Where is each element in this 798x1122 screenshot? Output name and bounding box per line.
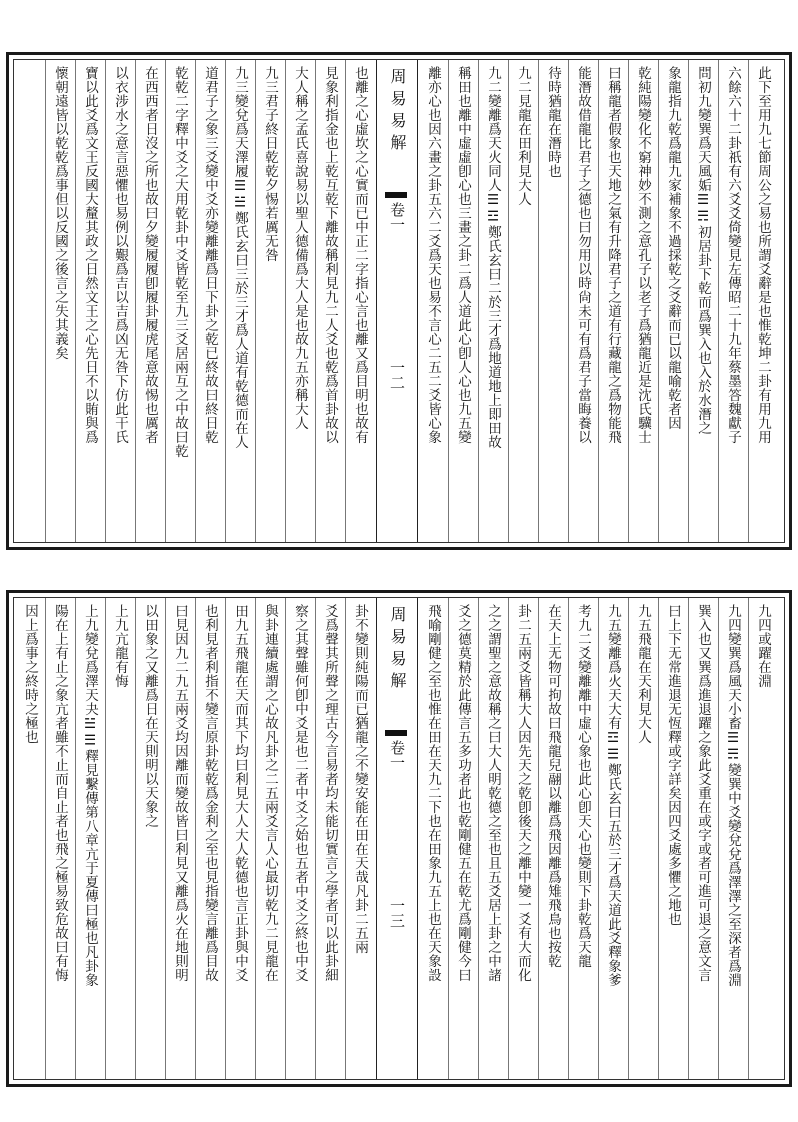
column-rule <box>225 60 226 542</box>
text-column: 九三變兌爲天澤履☰☱鄭氏玄曰三於三才爲人道有乾德而在人 <box>232 66 248 449</box>
text-column: 待時猶龍在潛時也 <box>545 66 561 178</box>
text-column: 道君子之象三爻變中爻亦變離離爲日下卦之乾已終故曰終日乾 <box>202 66 218 444</box>
page-top-frame <box>13 59 785 543</box>
text-column: 也離之心虛坎之心實而已中正二字指心言也離又爲目明也故有 <box>352 66 368 444</box>
text-column: 爻爲聲其所聲之理古今言易者均未能切實言之學者可以此卦細 <box>322 604 338 982</box>
column-rule <box>165 60 166 542</box>
column-rule <box>448 60 449 542</box>
text-column: 九四變巽爲風天小畜☰☴變巽中爻變兌兌爲澤澤之至深者爲淵 <box>725 604 741 987</box>
column-rule <box>538 598 539 1079</box>
text-column: 問初九變巽爲天風姤☰☴初居卦下乾而爲巽入也入於水潛之 <box>695 66 711 435</box>
column-rule <box>135 598 136 1079</box>
page-number: 一三 <box>388 898 406 928</box>
column-rule <box>568 60 569 542</box>
column-rule <box>195 598 196 1079</box>
text-column: 巽入也又巽爲進退躍之象此爻重在或字或者可進可退之意文言 <box>695 604 711 982</box>
column-rule <box>508 60 509 542</box>
column-rule <box>195 60 196 542</box>
column-rule <box>165 598 166 1079</box>
column-rule <box>105 598 106 1079</box>
volume-label: 卷一 <box>388 202 406 232</box>
column-rule <box>255 60 256 542</box>
column-rule <box>345 60 346 542</box>
text-column: 在天上无物可拘故曰飛龍兒翮以離爲飛因離爲雉飛鳥也按乾 <box>545 604 561 968</box>
page-bottom-frame <box>13 597 785 1080</box>
text-column: 能潛故借龍比君子之德也曰勿用以時尙未可有爲君子當晦養以 <box>575 66 591 444</box>
text-column: 乾乾二字釋中爻之大用乾卦中爻皆乾至九三爻居兩互之中故曰乾 <box>172 66 188 458</box>
text-column: 以田象之又離爲日在天則明以天象之 <box>142 604 158 828</box>
text-column: 田九五飛龍在天而其下均曰利見大人大人乾德也言正卦與中爻 <box>232 604 248 982</box>
column-rule <box>718 60 719 542</box>
column-rule <box>105 60 106 542</box>
text-column: 陽在上有止之象亢者雖不止而自止者也飛之極易致危故曰有悔 <box>52 604 68 982</box>
text-column: 因上爲事之終時之極也 <box>22 604 38 744</box>
text-column: 上九變兌爲澤天夬☱☰釋見繫傳第八章亢于夏傳曰極也凡卦象 <box>82 604 98 987</box>
column-rule <box>688 60 689 542</box>
page-top <box>6 52 792 550</box>
column-rule <box>568 598 569 1079</box>
text-column: 上九亢龍有悔 <box>112 604 128 688</box>
column-rule <box>255 598 256 1079</box>
text-column: 九五飛龍在天利見大人 <box>635 604 651 744</box>
column-rule <box>315 60 316 542</box>
text-column: 九二見龍在田利見大人 <box>515 66 531 206</box>
column-rule <box>598 60 599 542</box>
text-column: 見象利指金也上乾互乾下離故稱利見九二人爻也乾爲首卦故以 <box>322 66 338 444</box>
text-column: 乾純陽變化不窮神妙不測之意孔子以老子爲猶龍近是沈氏驥士 <box>635 66 651 444</box>
text-column: 九五變離爲火天大有☲☰鄭氏玄曰五於三才爲天道此爻釋象爹 <box>605 604 621 987</box>
column-rule <box>478 60 479 542</box>
column-rule <box>315 598 316 1079</box>
column-rule <box>75 598 76 1079</box>
text-column: 大人稱之孟氏喜說易以聖人德備爲大人是也故九五亦稱大人 <box>292 66 308 430</box>
column-rule <box>285 60 286 542</box>
column-rule <box>75 60 76 542</box>
text-column: 與卦連續處謂之心故凡卦之二五兩爻言人心最切乾九二見龍在 <box>262 604 278 982</box>
book-title: 周易易解 <box>388 68 407 156</box>
column-rule <box>285 598 286 1079</box>
text-column: 六餘六十二卦祇有六爻爻倚變見左傳昭二十九年蔡墨答魏獻子 <box>725 66 741 444</box>
fish-tail-mark <box>385 730 407 736</box>
text-column: 九四或躍在淵 <box>755 604 771 688</box>
text-column: 曰上下无常進退无恆釋或字詳矣因四爻處多懼之地也 <box>665 604 681 926</box>
text-column: 曰見因九二九五兩爻均因離而變故皆曰利見又離爲火在地則明 <box>172 604 188 982</box>
text-column: 卦不變則純陽而已猶龍之不變安能在田在天哉凡卦二五兩 <box>352 604 368 954</box>
column-rule <box>45 598 46 1079</box>
text-column: 以衣涉水之意言惡懼也易例以艱爲吉以吉爲凶无咎下仿此干氏 <box>112 66 128 444</box>
page-number: 一二 <box>388 360 406 390</box>
column-rule <box>658 60 659 542</box>
column-rule <box>628 598 629 1079</box>
center-fold <box>376 60 418 542</box>
column-rule <box>448 598 449 1079</box>
column-rule <box>538 60 539 542</box>
book-title: 周易易解 <box>388 606 407 694</box>
column-rule <box>478 598 479 1079</box>
text-column: 此下至用九七節周公之易也所謂爻辭是也惟乾坤二卦有用九用 <box>755 66 771 444</box>
text-column: 九二變離爲天火同人☰☲鄭氏玄曰二於三才爲地道地上即田故 <box>485 66 501 449</box>
column-rule <box>688 598 689 1079</box>
column-rule <box>748 598 749 1079</box>
fish-tail-mark <box>385 192 407 198</box>
text-column: 稱田也離中虛虛卽心也三畫之卦二爲人道此心卽人心也九五變 <box>455 66 471 444</box>
page-bottom <box>6 590 792 1087</box>
column-rule <box>225 598 226 1079</box>
column-rule <box>718 598 719 1079</box>
text-column: 之之謂聖之意故稱之曰大人明乾德之至也且五爻居上卦之中諸 <box>485 604 501 982</box>
text-column: 曰稱龍者假象也天地之氣有升降君子之道有行藏龍之爲物能飛 <box>605 66 621 444</box>
volume-label: 卷一 <box>388 740 406 770</box>
text-column: 卦二五兩爻皆稱大人因先天之乾卽後天之離中變一爻有大而化 <box>515 604 531 982</box>
column-rule <box>598 598 599 1079</box>
text-column: 飛喻剛健之至也惟在田在天九二下也在田象九五上也在天象設 <box>425 604 441 982</box>
text-column: 也利見者利指不變言原卦乾乾爲金利之至也見指變言離爲目故 <box>202 604 218 982</box>
column-rule <box>508 598 509 1079</box>
column-rule <box>748 60 749 542</box>
text-column: 寶以此爻爲文王反國大釐其政之日然文王之心先日不以賄與爲 <box>82 66 98 444</box>
text-column: 象龍指九乾爲龍九家補象不過採乾之爻辭而已以龍喻乾者因 <box>665 66 681 430</box>
center-fold <box>376 598 418 1079</box>
text-column: 九三君子終日乾乾夕惕若厲无咎 <box>262 66 278 262</box>
column-rule <box>45 60 46 542</box>
column-rule <box>658 598 659 1079</box>
text-column: 在西西者日沒之所也故曰夕變履履卽履卦履虎尾意故惕也厲者 <box>142 66 158 444</box>
text-column: 離亦心也因六畫之卦五六二爻爲天也易不言心二五二爻皆心象 <box>425 66 441 444</box>
column-rule <box>135 60 136 542</box>
text-column: 懷朝遠皆以乾乾爲事但以反國之後言之失其義矣 <box>52 66 68 360</box>
text-column: 爻之德莫精於此傳言五多功者此也乾剛健五在乾尤爲剛健今曰 <box>455 604 471 982</box>
text-column: 察之其聲雖何卽中爻是也二者中爻之始也五者中爻之終也中爻 <box>292 604 308 982</box>
column-rule <box>628 60 629 542</box>
column-rule <box>345 598 346 1079</box>
text-column: 考九二爻變離離中虛心象也此心卽天心也變則下卦乾爲天龍 <box>575 604 591 968</box>
